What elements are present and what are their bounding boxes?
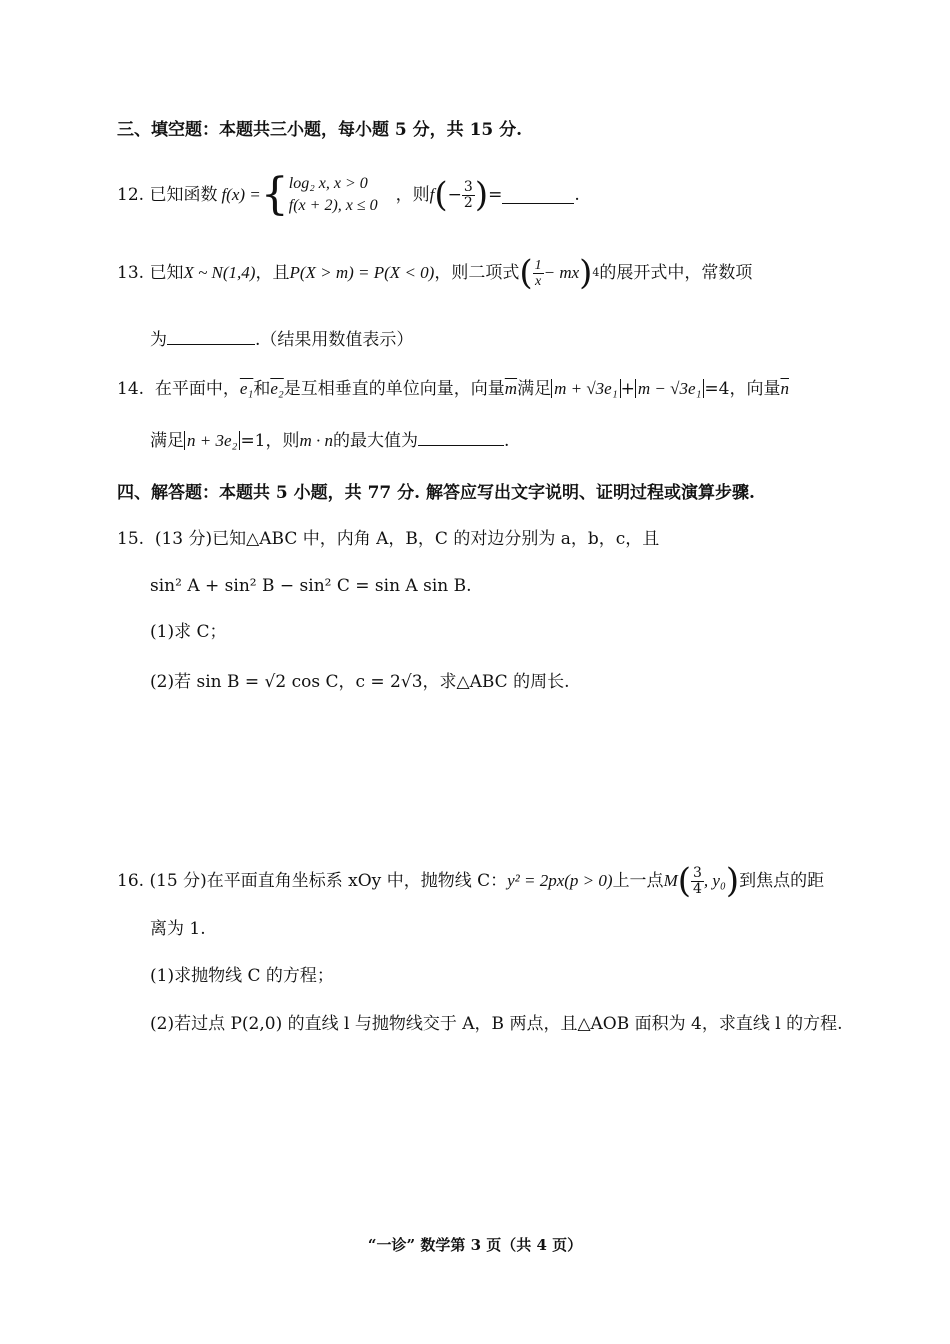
arg-denominator: 2 [463, 194, 473, 211]
question-14-period: . [504, 431, 510, 451]
function-lhs: f(x) = [221, 185, 261, 204]
arg-numerator: 3 [463, 178, 473, 195]
parabola-equation: y² = 2px(p > 0) [507, 871, 613, 890]
question-16-text2: 上一点 [612, 871, 664, 891]
question-13-text4: 的展开式中，常数项 [599, 263, 753, 283]
left-paren: ( [434, 175, 448, 215]
answer-blank-14[interactable] [418, 429, 504, 446]
binomial-numerator: 1 [534, 257, 542, 273]
binomial-denominator: x [534, 273, 542, 289]
question-16-text3: 到焦点的距 [739, 871, 825, 891]
question-14 [117, 377, 789, 401]
question-16-part-2: (2)若过点 P(2,0) 的直线 l 与抛物线交于 A，B 两点，且△AOB 面积为 4，求直线 l 的方程. [150, 1014, 843, 1034]
question-16-part-1: (1)求抛物线 C 的方程； [150, 966, 334, 986]
section-4-heading: 四、解答题：本题共 5 小题，共 77 分. 解答应写出文字说明、证明过程或演算步骤. [117, 483, 755, 503]
page-footer: “一诊” 数学第 3 页（共 4 页） [367, 1236, 583, 1254]
question-14-line2-suffix: 的最大值为 [333, 431, 419, 451]
magnitude-3: n + 3e₂ [184, 431, 240, 450]
question-13-line-2 [150, 328, 413, 352]
equals-sign: = [488, 185, 503, 205]
answer-blank-12[interactable] [502, 187, 574, 204]
magnitude-plus: + [620, 379, 635, 399]
vector-e2: e₂ [270, 379, 284, 398]
question-13-text1: 已知 [149, 263, 184, 283]
vector-n: $\overline{n}$ [780, 379, 789, 398]
magnitude-2: m − √3e₁ [635, 379, 705, 398]
arg-fraction [462, 180, 475, 211]
question-13-text3: ，则二项式 [434, 263, 520, 283]
question-15-number: 15. [117, 529, 145, 549]
case-brace: { [260, 169, 289, 220]
vector-m: $\overline{m}$ [504, 379, 518, 398]
question-12-mid: ，则 [395, 185, 430, 205]
point-left-paren: ( [677, 861, 691, 901]
dot-product: m · n [299, 431, 334, 450]
question-16-text1: (15 分)在平面直角坐标系 xOy 中，抛物线 C： [149, 871, 508, 891]
question-15-line1: (13 分)已知△ABC 中，内角 A，B，C 的对边分别为 a，b，c，且 [154, 529, 660, 549]
question-14-text3: 满足 [517, 379, 552, 399]
question-14-number: 14. [117, 379, 145, 399]
question-13-line2-prefix: 为 [150, 330, 167, 350]
question-14-eq1: =4，向量 [704, 379, 781, 399]
question-16 [117, 858, 824, 904]
question-13-text2: ，且 [255, 263, 290, 283]
point-denominator: 4 [693, 880, 702, 897]
question-16-number: 16. [117, 871, 145, 891]
magnitude-1: m + √3e₁ [551, 379, 621, 398]
question-15 [117, 527, 659, 551]
question-12-prefix: 已知函数 [149, 185, 218, 205]
normal-distribution: X ~ N(1,4) [183, 263, 256, 282]
question-16-line-2: 离为 1. [150, 919, 206, 939]
binomial-tail: − mx [543, 263, 580, 282]
question-12: 12. 已知函数 f(x) = { log₂ x, x > 0 f(x + 2), x ≤ 0 ，则 f ( − $\frac{3}{2}$ ) = . [117, 169, 580, 220]
question-14-line-2 [150, 429, 509, 453]
question-14-text1: 在平面中， [154, 379, 240, 399]
piecewise-cases [289, 173, 378, 217]
question-13-line2-suffix: .（结果用数值表示） [255, 330, 414, 350]
point-coord-tail: , y₀ [703, 871, 726, 890]
question-13 [117, 250, 752, 296]
question-15-part-2: (2)若 sin B = √2 cos C，c = 2√3，求△ABC 的周长. [150, 672, 570, 692]
question-13-number: 13. [117, 263, 145, 283]
right-paren: ) [474, 175, 489, 215]
section-3-heading: 三、填空题：本题共三小题，每小题 5 分，共 15 分. [117, 120, 523, 140]
question-14-and: 和 [253, 379, 271, 399]
binomial-right-paren: ) [579, 253, 593, 293]
arg-sign: − [447, 185, 462, 205]
binomial-fraction [533, 258, 544, 289]
question-14-text2: 是互相垂直的单位向量，向量 [283, 379, 505, 399]
point-fraction [691, 866, 704, 897]
vector-e1: e₁ [239, 379, 254, 398]
case-1: log₂ x, x > 0 [288, 175, 368, 192]
point-numerator: 3 [693, 864, 702, 881]
question-14-line2-prefix: 满足 [150, 431, 184, 451]
binomial-left-paren: ( [519, 253, 533, 293]
question-15-part-1: (1)求 C； [150, 622, 227, 642]
point-m: M [663, 871, 678, 890]
f-label: f [429, 185, 435, 204]
answer-blank-13[interactable] [167, 328, 255, 345]
question-12-number: 12. [117, 185, 145, 205]
binomial-power: 4 [592, 266, 600, 279]
question-14-eq2: =1，则 [240, 431, 300, 451]
probability-condition: P(X > m) = P(X < 0) [289, 263, 435, 282]
question-15-condition: sin² A + sin² B − sin² C = sin A sin B. [150, 576, 472, 596]
point-right-paren: ) [725, 861, 740, 901]
case-2: f(x + 2), x ≤ 0 [288, 197, 378, 214]
